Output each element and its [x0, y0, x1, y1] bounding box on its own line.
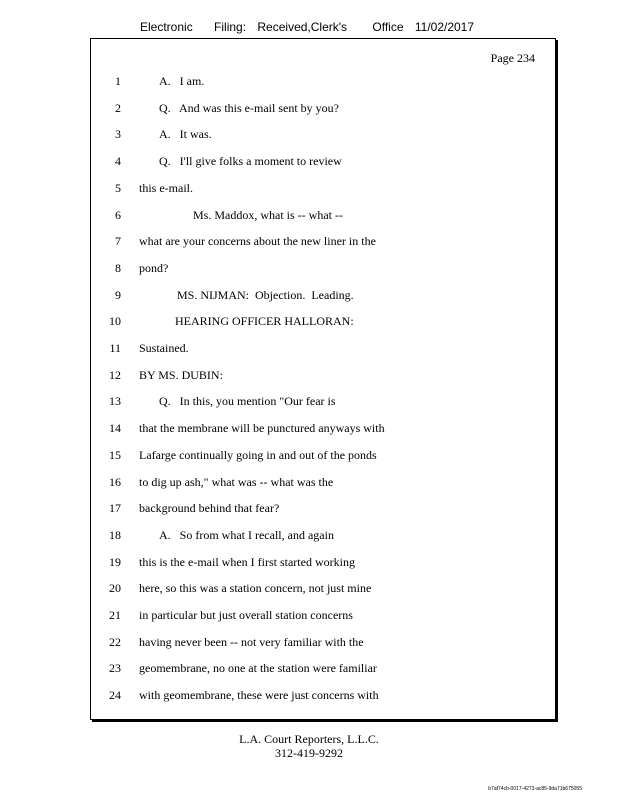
line-text: BY MS. DUBIN:	[139, 367, 223, 382]
line-text: Q. I'll give folks a moment to review	[159, 154, 342, 169]
line-text: here, so this was a station concern, not just mine	[139, 581, 372, 596]
line-number: 18	[109, 527, 121, 542]
transcript-line	[91, 687, 555, 703]
transcript-line	[91, 126, 555, 142]
transcript-line	[91, 447, 555, 463]
filing-header-word: Received,Clerk's	[257, 20, 348, 34]
transcript-line	[91, 500, 555, 516]
transcript-line	[91, 474, 555, 490]
filing-header-date: 11/02/2017	[414, 20, 475, 34]
line-number: 22	[109, 634, 121, 649]
line-number: 9	[115, 287, 121, 302]
line-number: 2	[115, 100, 121, 115]
transcript-line	[91, 313, 555, 329]
line-text: Q. In this, you mention "Our fear is	[159, 394, 336, 409]
line-number: 19	[109, 554, 121, 569]
transcript-line	[91, 287, 555, 303]
transcript-line	[91, 527, 555, 543]
line-text: A. It was.	[159, 127, 212, 142]
transcript-line	[91, 73, 555, 89]
line-text: HEARING OFFICER HALLORAN:	[175, 314, 354, 329]
line-number: 5	[115, 180, 121, 195]
line-text: background behind that fear?	[139, 501, 280, 516]
document-id: b7af74cb-0017-4273-ac85-9da71b675055	[488, 786, 582, 792]
line-text: Sustained.	[139, 341, 189, 355]
line-number: 17	[109, 501, 121, 516]
line-text: geomembrane, no one at the station were familiar	[139, 661, 377, 676]
transcript-line	[91, 153, 555, 169]
court-reporter-name: L.A. Court Reporters, L.L.C.	[239, 732, 379, 746]
transcript-line	[91, 660, 555, 676]
line-number: 14	[109, 421, 121, 436]
line-text: with geomembrane, these were just concerns with	[139, 688, 379, 703]
transcript-line	[91, 233, 555, 249]
line-number: 10	[109, 314, 121, 329]
court-reporter-phone: 312-419-9292	[275, 746, 343, 760]
line-number: 16	[109, 474, 121, 489]
line-text: A. I am.	[159, 74, 205, 88]
line-number: 15	[109, 447, 121, 462]
line-number: 8	[115, 260, 121, 275]
transcript-line	[91, 634, 555, 650]
filing-header-word: Electronic	[140, 20, 193, 34]
line-number: 11	[109, 341, 121, 355]
line-number: 13	[109, 394, 121, 409]
line-text: Ms. Maddox, what is -- what --	[193, 207, 343, 222]
line-text: to dig up ash," what was -- what was the	[139, 474, 334, 489]
transcript-line	[91, 580, 555, 596]
line-number: 3	[115, 127, 121, 142]
page-number: Page 234	[490, 51, 535, 65]
transcript-line	[91, 180, 555, 196]
line-text: this e-mail.	[139, 180, 193, 195]
line-number: 6	[115, 207, 121, 222]
line-text: that the membrane will be punctured anyways with	[139, 421, 385, 436]
line-text: MS. NIJMAN: Objection. Leading.	[177, 287, 354, 302]
transcript-line	[91, 393, 555, 409]
transcript-line	[91, 367, 555, 383]
transcript-line	[91, 207, 555, 223]
line-text: Q. And was this e-mail sent by you?	[159, 100, 339, 115]
transcript-line	[91, 340, 555, 356]
line-text: pond?	[139, 260, 169, 275]
line-number: 1	[115, 74, 121, 88]
line-text: in particular but just overall station concerns	[139, 608, 353, 622]
line-text: Lafarge continually going in and out of the ponds	[139, 447, 377, 462]
line-text: having never been -- not very familiar with the	[139, 634, 364, 649]
line-number: 20	[109, 581, 121, 596]
transcript-line	[91, 420, 555, 436]
transcript-page	[90, 38, 556, 720]
line-number: 24	[109, 688, 121, 703]
line-number: 21	[109, 608, 121, 622]
line-text: this is the e-mail when I first started working	[139, 554, 355, 569]
filing-header-word: Filing:	[214, 20, 247, 34]
line-text: A. So from what I recall, and again	[159, 527, 334, 542]
filing-header	[140, 20, 474, 34]
transcript-line	[91, 260, 555, 276]
transcript-line	[91, 554, 555, 570]
line-number: 7	[115, 234, 121, 249]
line-number: 12	[109, 367, 121, 382]
transcript-line	[91, 100, 555, 116]
line-text: what are your concerns about the new liner in the	[139, 234, 376, 249]
filing-header-word: Office	[372, 20, 404, 34]
transcript-line	[91, 607, 555, 623]
line-number: 23	[109, 661, 121, 676]
line-number: 4	[115, 154, 121, 169]
